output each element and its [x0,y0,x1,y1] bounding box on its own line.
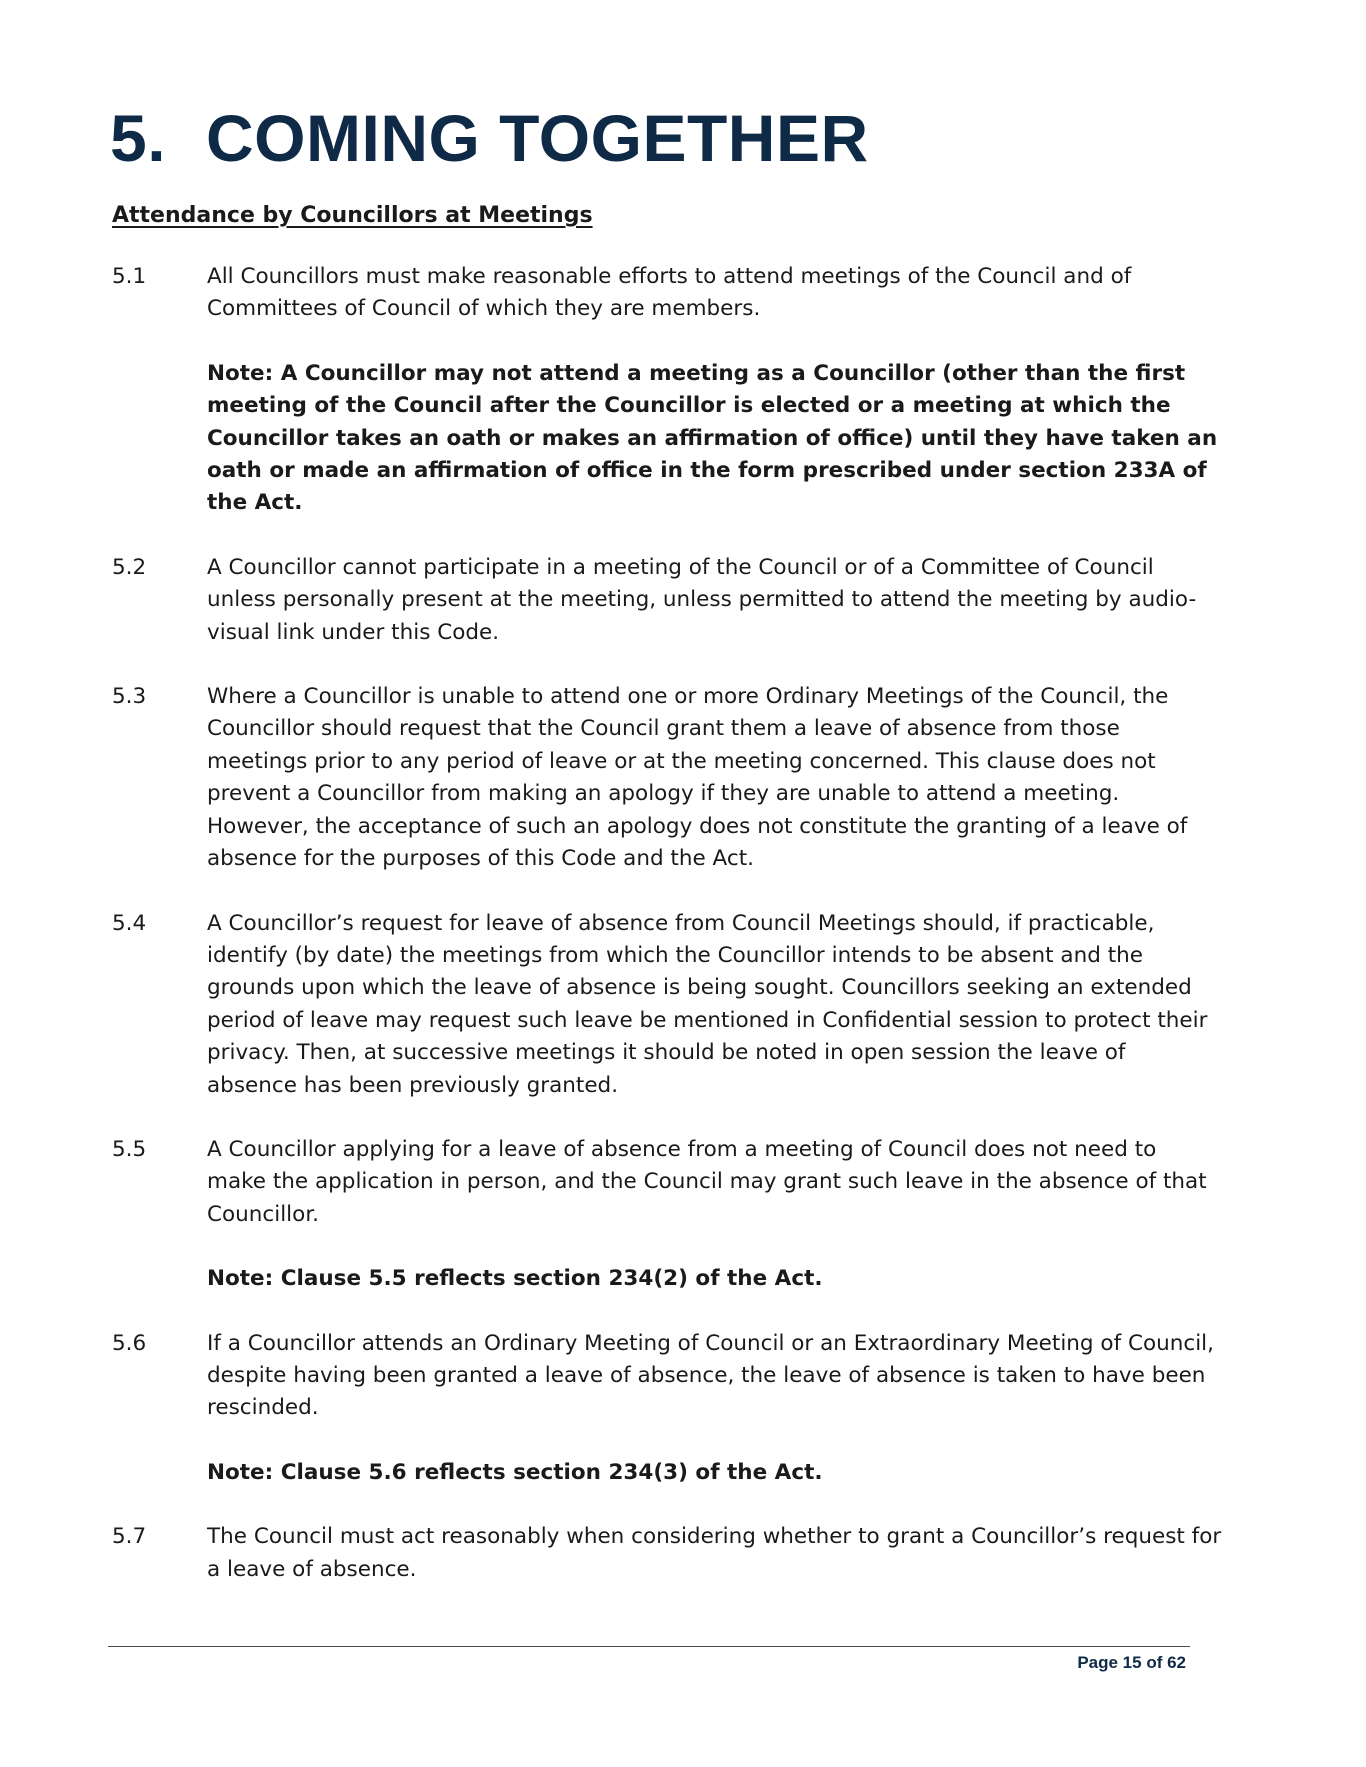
clause-list [112,261,1222,1618]
clause-note: Note: Clause 5.6 reflects section 234(3) of the Act. [207,1459,823,1485]
subsection-heading: Attendance by Councillors at Meetings [112,203,593,228]
page-number: Page 15 of 62 [1077,1653,1186,1672]
clause-text: If a Councillor attends an Ordinary Meeting of Council or an Extraordinary Meeting of Council, despite having been granted a leave of absence, the leave of absence is taken to have been rescinded. [207,1330,1214,1421]
clause-5-3 [112,681,1222,875]
clause-5-2 [112,552,1222,649]
clause-text: The Council must act reasonably when considering whether to grant a Councillor’s request for a leave of absence. [207,1524,1222,1582]
clause-number: 5.3 [112,684,147,710]
clause-text: All Councillors must make reasonable efforts to attend meetings of the Council and of Committees of Council of which they are members. [207,264,1132,322]
clause-body [207,261,1222,520]
footer-divider [108,1646,1190,1647]
clause-number: 5.1 [112,264,147,289]
clause-body [207,1134,1222,1296]
section-title: COMING TOGETHER [206,101,869,175]
clause-text: A Councillor cannot participate in a meeting of the Council or of a Committee of Council unless personally present at the meeting, unless permitted to attend the meeting by audio-visual link under this Code. [207,554,1197,645]
clause-text: Where a Councillor is unable to attend one or more Ordinary Meetings of the Council, the Councillor should request that the Council grant them a leave of absence from those meetings prior to any period of leave or at the meeting concerned. This clause does not prevent a Councillor from making an apology if they are unable to attend a meeting. However, the acceptance of such an apology does not constitute the granting of a leave of absence for the purposes of this Code and the Act. [207,684,1188,872]
clause-note: Note: Clause 5.5 reflects section 234(2) of the Act. [207,1266,823,1292]
clause-number: 5.7 [112,1524,147,1550]
section-number: 5. [110,101,167,175]
section-heading [110,98,869,178]
clause-5-7 [112,1521,1222,1586]
clause-body [207,1328,1222,1490]
clause-number: 5.6 [112,1330,147,1356]
clause-body [207,681,1222,875]
clause-5-5 [112,1134,1222,1296]
clause-number: 5.4 [112,910,147,936]
clause-5-6 [112,1328,1222,1490]
clause-5-4 [112,908,1222,1102]
clause-note: Note: A Councillor may not attend a meeting as a Councillor (other than the first meeting of the Council after the Councillor is elected or a meeting at which the Councillor takes an oath or makes an affirmation of office) until they have taken an oath or made an affirmation of office in the form prescribed under section 233A of the Act. [207,360,1218,516]
clause-text: A Councillor applying for a leave of absence from a meeting of Council does not need to make the application in person, and the Council may grant such leave in the absence of that Councillor. [207,1136,1207,1227]
clause-number: 5.2 [112,554,147,580]
clause-number: 5.5 [112,1136,147,1162]
clause-5-1 [112,261,1222,520]
clause-body [207,908,1222,1102]
clause-body [207,1521,1222,1586]
clause-text: A Councillor’s request for leave of absence from Council Meetings should, if practicable, identify (by date) the meetings from which the Councillor intends to be absent and the grounds upon which the leave of absence is being sought. Councillors seeking an extended period of leave may request such leave be mentioned in Confidential session to protect their privacy. Then, at successive meetings it should be noted in open session the leave of absence has been previously granted. [207,910,1208,1098]
clause-body [207,552,1222,649]
